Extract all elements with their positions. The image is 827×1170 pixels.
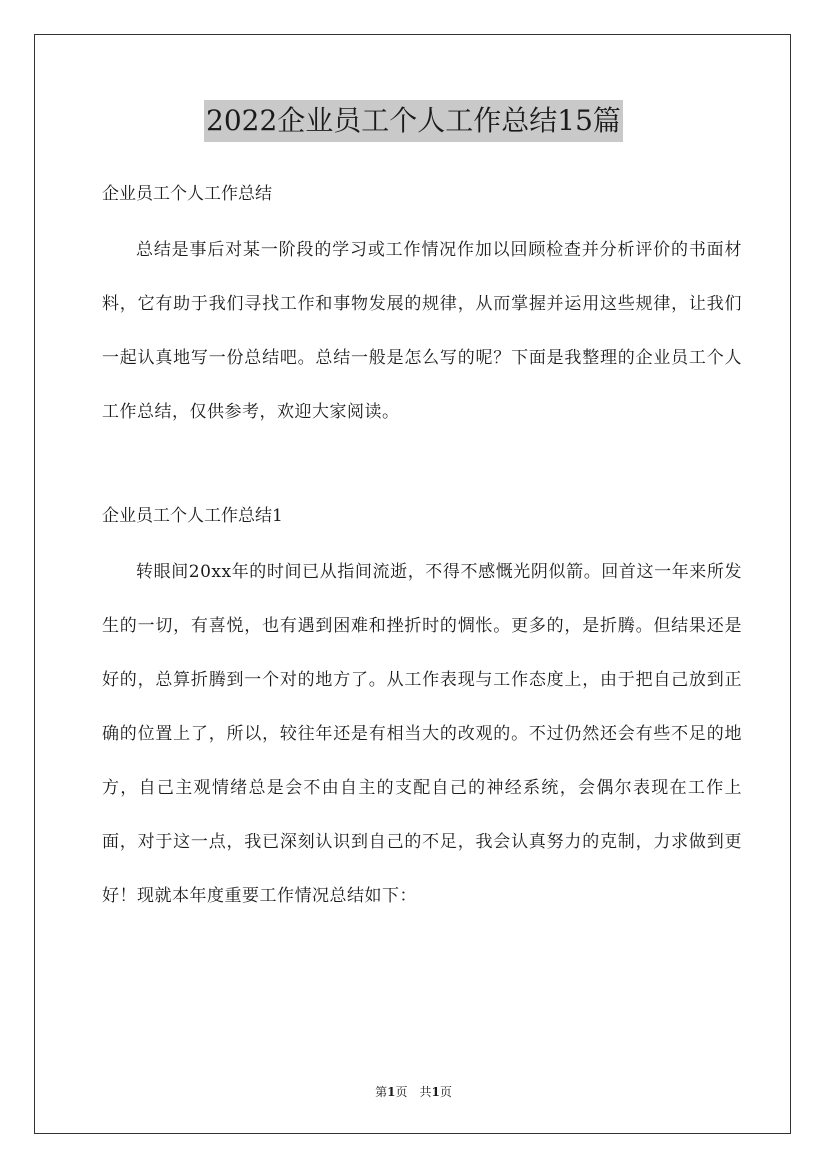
section-1-paragraph: 转眼间20xx年的时间已从指间流逝，不得不感慨光阴似箭。回首这一年来所发生的一切，有喜悦，也有遇到困难和挫折时的惆怅。更多的，是折腾。但结果还是好的，总算折腾到一个对的地方了。从工作表现与工作态度上，由于把自己放到正确的位置上了，所以，较往年还是有相当大的改观的。不过仍然还会有些不足的地方，自己主观情绪总是会不由自主的支配自己的神经系统，会偶尔表现在工作上面，对于这一点，我已深刻认识到自己的不足，我会认真努力的克制，力求做到更好！现就本年度重要工作情况总结如下： <box>102 562 742 906</box>
page-prefix: 第 <box>375 1085 388 1099</box>
title-container <box>0 100 827 142</box>
document-title: 2022企业员工个人工作总结15篇 <box>204 100 623 142</box>
total-pages: 1 <box>431 1085 440 1099</box>
page-footer <box>0 1084 827 1100</box>
total-prefix: 共 <box>419 1085 432 1099</box>
document-body <box>102 174 742 923</box>
page-suffix: 页 <box>395 1085 408 1099</box>
section-heading-intro: 企业员工个人工作总结 <box>102 184 272 204</box>
total-suffix: 页 <box>439 1085 452 1099</box>
section-heading-1: 企业员工个人工作总结1 <box>102 506 283 526</box>
intro-paragraph: 总结是事后对某一阶段的学习或工作情况作加以回顾检查并分析评价的书面材料，它有助于我们寻找工作和事物发展的规律，从而掌握并运用这些规律，让我们一起认真地写一份总结吧。总结一般是怎么写的呢？下面是我整理的企业员工个人工作总结，仅供参考，欢迎大家阅读。 <box>102 240 742 422</box>
page-number: 1 <box>387 1085 396 1099</box>
